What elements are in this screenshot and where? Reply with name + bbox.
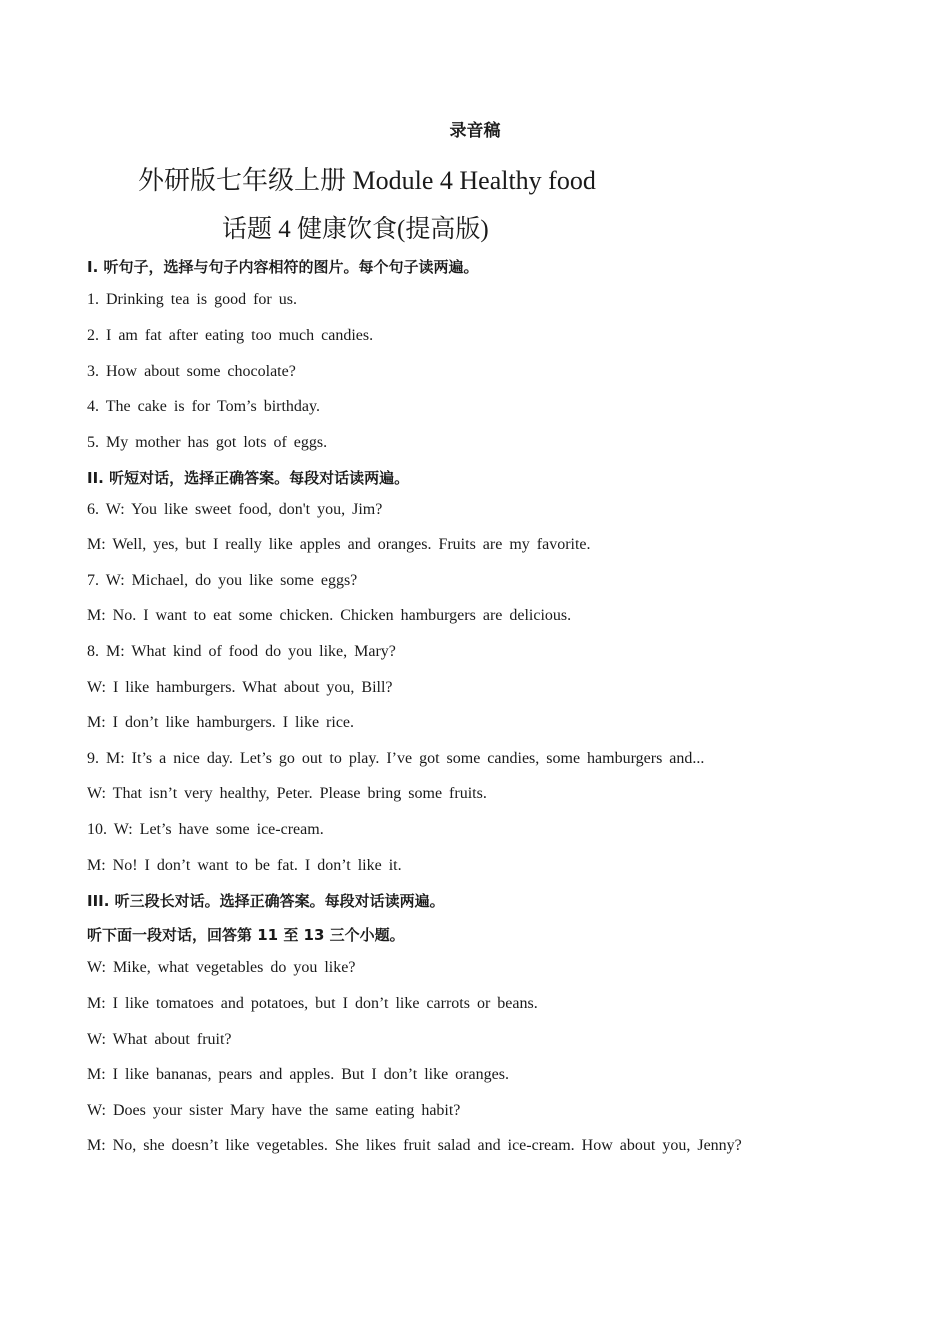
transcript-line: 10. W: Let’s have some ice-cream.	[87, 821, 324, 838]
transcript-line: W: That isn’t very healthy, Peter. Please bring some fruits.	[87, 785, 487, 802]
section-3-subheading: 听下面一段对话，回答第 11 至 13 三个小题。	[87, 926, 405, 944]
transcript-line: M: No! I don’t want to be fat. I don’t like it.	[87, 857, 402, 874]
transcript-line: 9. M: It’s a nice day. Let’s go out to play. I’ve got some candies, some hamburgers and...	[87, 750, 705, 767]
transcript-line: 2. I am fat after eating too much candies.	[87, 327, 374, 344]
transcript-line: 6. W: You like sweet food, don't you, Jim?	[87, 501, 383, 518]
transcript-line: 8. M: What kind of food do you like, Mary?	[87, 643, 396, 660]
transcript-line: 1. Drinking tea is good for us.	[87, 291, 297, 308]
transcript-line: M: I don’t like hamburgers. I like rice.	[87, 714, 355, 731]
transcript-line: W: Does your sister Mary have the same eating habit?	[87, 1102, 461, 1119]
transcript-line: W: What about fruit?	[87, 1031, 232, 1048]
transcript-line: 4. The cake is for Tom’s birthday.	[87, 398, 320, 415]
transcript-line: M: I like tomatoes and potatoes, but I don’t like carrots or beans.	[87, 995, 538, 1012]
transcript-line: W: Mike, what vegetables do you like?	[87, 959, 356, 976]
document-title: 录音稿	[449, 121, 501, 141]
topic-title: 话题 4 健康饮食(提高版)	[222, 216, 489, 243]
transcript-line: W: I like hamburgers. What about you, Bill?	[87, 679, 393, 696]
module-title: 外研版七年级上册 Module 4 Healthy food	[138, 166, 596, 195]
transcript-line: 5. My mother has got lots of eggs.	[87, 434, 328, 451]
transcript-line: M: No. I want to eat some chicken. Chicken hamburgers are delicious.	[87, 607, 572, 624]
transcript-line: 3. How about some chocolate?	[87, 363, 296, 380]
section-2-heading: II. 听短对话，选择正确答案。每段对话读两遍。	[87, 469, 410, 487]
section-3-heading: III. 听三段长对话。选择正确答案。每段对话读两遍。	[87, 892, 445, 910]
transcript-line: M: No, she doesn’t like vegetables. She likes fruit salad and ice-cream. How about you, Jenny?	[87, 1137, 742, 1154]
transcript-line: M: Well, yes, but I really like apples and oranges. Fruits are my favorite.	[87, 536, 591, 553]
transcript-line: 7. W: Michael, do you like some eggs?	[87, 572, 358, 589]
section-1-heading: Ⅰ. 听句子，选择与句子内容相符的图片。每个句子读两遍。	[87, 258, 479, 276]
transcript-line: M: I like bananas, pears and apples. But I don’t like oranges.	[87, 1066, 509, 1083]
